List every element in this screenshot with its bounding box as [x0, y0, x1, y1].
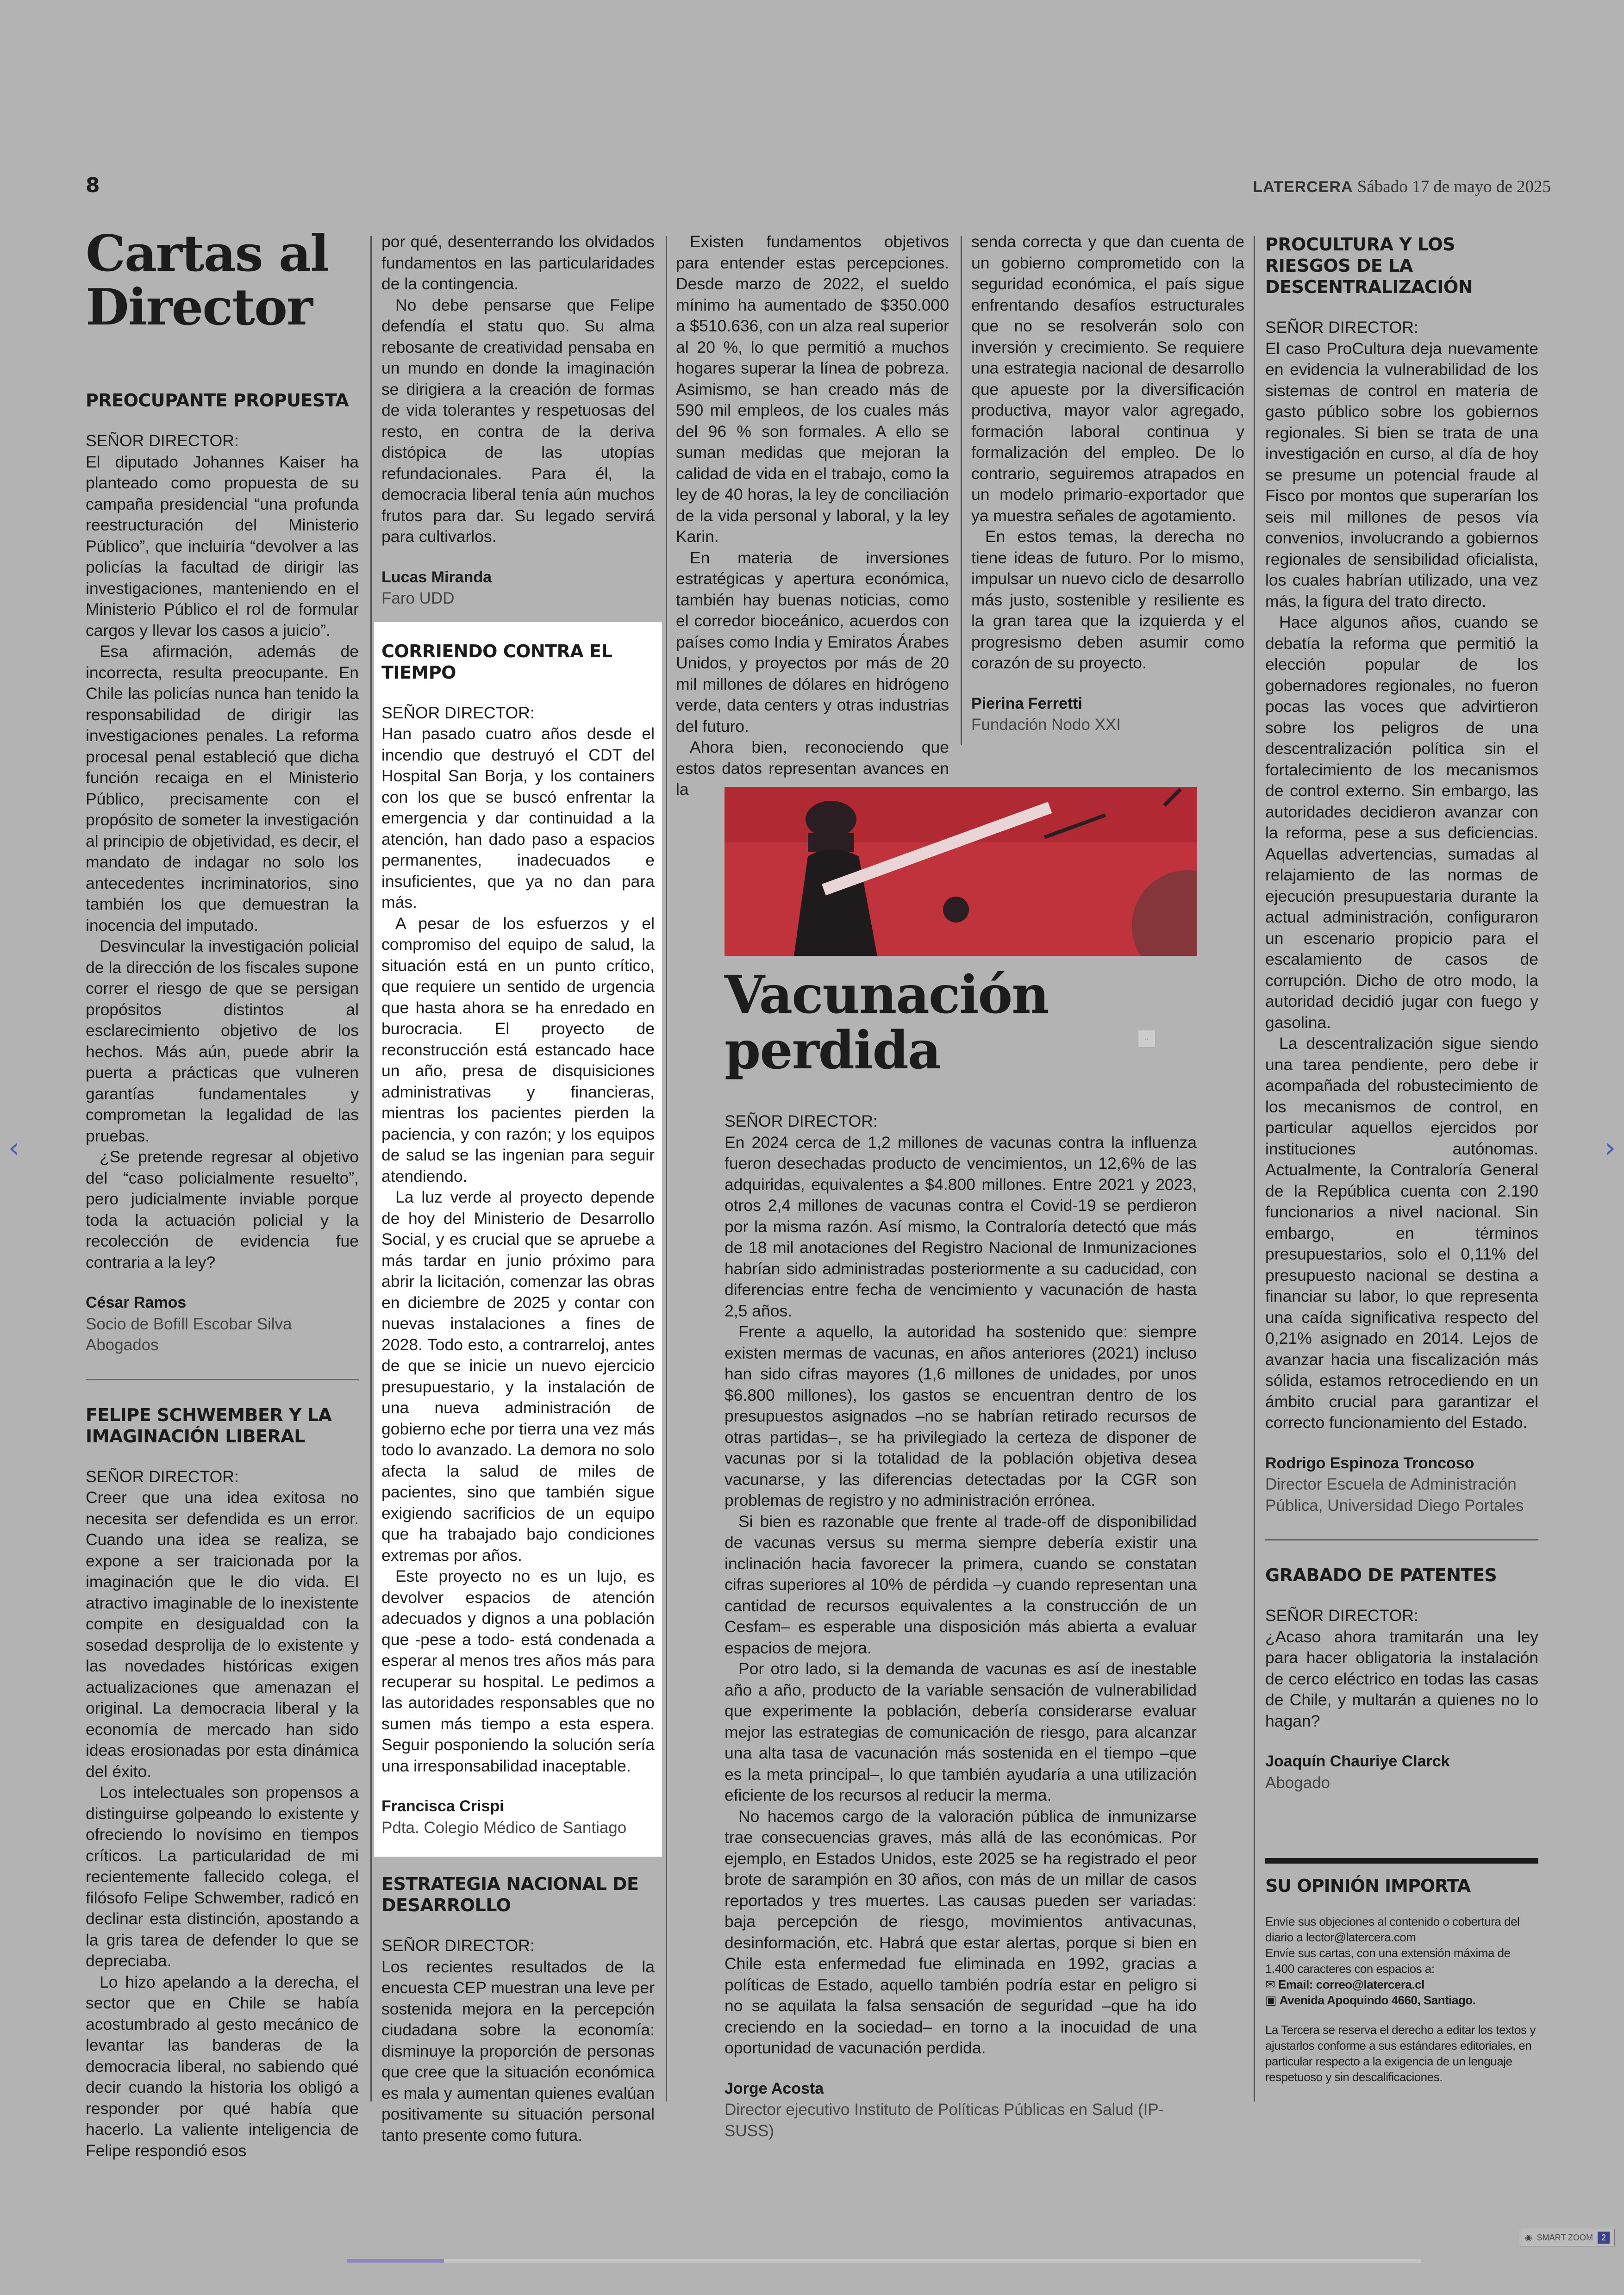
letter-affiliation: Faro UDD — [381, 589, 455, 607]
letter-author: Joaquín Chauriye Clarck — [1265, 1752, 1450, 1770]
letter-paragraph: Este proyecto no es un lujo, es devolver espacios de atención adecuados y dignos a una población que -pese a todo- está condenada a esperar al menos tres años más para recuperar su hospital. Le pedimos a las autoridades responsables que no sumen más tiempo a esta espera. Seguir posponiendo la solución sería una irresponsabilidad inaceptable. — [381, 1567, 655, 1775]
letter-paragraph: La descentralización sigue siendo una tarea pendiente, pero debe ir acompañada del robustecimiento de los mecanismos de control, en particular aquellos ejercidos por instituciones autónomas. Actualmente, la Contraloría General de la República cuenta con 2.190 funcionarios a nivel nacional. Sin embargo, en términos presupuestarios, solo el 0,11% del presupuesto nacional se destina a financiar su labor, lo que representa una caída significativa respecto del 0,21% asignado en 2014. Lejos de avanzar hacia una fiscalización más sólida, estamos retrocediendo en un ámbito crucial para garantizar el correcto funcionamiento del Estado. — [1265, 1034, 1538, 1432]
letter-affiliation: Abogado — [1265, 1773, 1330, 1792]
letter-author: Lucas Miranda — [381, 568, 492, 586]
salutation: SEÑOR DIRECTOR: — [86, 1467, 239, 1486]
column-5 — [1265, 234, 1538, 2085]
letter-author: Jorge Acosta — [725, 2079, 824, 2097]
letter-author: Francisca Crispi — [381, 1797, 504, 1815]
column-2 — [381, 231, 655, 2146]
letter-affiliation: Pdta. Colegio Médico de Santiago — [381, 1818, 627, 1837]
page-number: 8 — [86, 174, 100, 197]
featured-letter-body — [725, 1111, 1197, 2141]
letter-paragraph: Los intelectuales son propensos a distinguirse golpeando lo existente y ofreciendo lo novísimo en tiempos críticos. La particularidad de mi recientemente fallecido colega, el filósofo Felipe Schwember, radicó en declinar esta distinción, apostando a la gris tarea de defender lo que se depreciaba. — [86, 1783, 359, 1970]
divider — [86, 1379, 359, 1380]
letter-paragraph: El diputado Johannes Kaiser ha planteado como propuesta de su campaña presidencial “una profunda reestructuración del Ministerio Público”, que incluiría “devolver a las policías la facultad de dirigir las investigaciones, manteniendo en el Ministerio Público el rol de formular cargos y llevar los casos a juicio”. — [86, 452, 359, 640]
column-rule — [370, 236, 372, 2102]
masthead — [1253, 177, 1551, 197]
divider — [1265, 1539, 1538, 1540]
letter-affiliation: Director ejecutivo Instituto de Políticas Públicas en Salud (IP-SUSS) — [725, 2101, 1164, 2140]
opinion-text: Envíe sus cartas, con una extensión máxima de 1.400 caracteres con espacios a: — [1265, 1946, 1511, 1976]
publication-date: Sábado 17 de mayo de 2025 — [1357, 177, 1551, 196]
letter-paragraph: La luz verde al proyecto depende de hoy del Ministerio de Desarrollo Social, y es crucial que se apruebe a más tardar en junio próximo para abrir la licitación, comenzar las obras en diciembre de 2025 y contar con nuevas instalaciones a fines de 2028. Todo esto, a contrarreloj, antes de que se inicie un nuevo ejercicio presupuestario, y la instalación de una nueva administración de gobierno eche por tierra una vez más todo lo avanzado. La demora no solo afecta la salud de miles de pacientes, sino que también sigue exigiendo sacrificios de un equipo que ha trabajado bajo condiciones extremas por años. — [381, 1188, 655, 1565]
salutation: SEÑOR DIRECTOR: — [381, 1936, 535, 1955]
letter-paragraph: El caso ProCultura deja nuevamente en evidencia la vulnerabilidad de los sistemas de control en materia de gasto público sobre los gobiernos regionales. Si bien se trata de una investigación en curso, al día de hoy se presume un potencial fraude al Fisco por montos que superarían los seis mil millones de pesos vía convenios, involucrando a gobiernos regionales de sensibilidad oficialista, los cuales habrían utilizado, una vez más, la figura del trato directo. — [1265, 339, 1538, 611]
image-icon: ▫ — [1138, 1030, 1156, 1048]
letter-paragraph: Desvincular la investigación policial de la dirección de los fiscales supone correr el riesgo de que se persigan propósitos distintos al esclarecimiento objetivo de los hechos. Más aún, puede abrir la puerta a prácticas que vulneren garantías fundamentales y comprometan la legalidad de las pruebas. — [86, 937, 359, 1145]
letter-affiliation: Socio de Bofill Escobar Silva Abogados — [86, 1315, 292, 1354]
letter-paragraph: por qué, desenterrando los olvidados fundamentos en las particularidades de la contingencia. — [381, 232, 655, 293]
section-title: Cartas al Director — [86, 225, 329, 337]
zoom-badge: 2 — [1598, 2232, 1610, 2244]
letter-headline: ESTRATEGIA NACIONAL DE DESARROLLO — [381, 1874, 639, 1915]
letter-paragraph: No hacemos cargo de la valoración pública de inmunizarse trae consecuencias graves, más allá de las económicas. Por ejemplo, en Estados Unidos, este 2025 se ha registrado el peor brote de sarampión en 30 años, con más de un millar de casos reportados y tres muertes. Las causas pueden ser variadas: baja percepción de riesgo, movimientos antivacunas, desinformación, etc. Habrá que estar alertas, porque si bien en Chile esta enfermedad fue eliminada en 1992, gracias a políticas de Estado, aquello también podría estar en peligro si no se aquilata la falsa sensación de seguridad –que ha ido creciendo en la sociedad– en torno a la inocuidad de una oportunidad de vacunación perdida. — [725, 1807, 1197, 2057]
smart-zoom-button[interactable] — [1520, 2229, 1615, 2246]
illustration-svg — [725, 787, 1197, 956]
eye-icon: ◉ — [1524, 2233, 1532, 2242]
next-page-button[interactable]: › — [1605, 1132, 1616, 1164]
column-4 — [971, 231, 1244, 736]
letter-paragraph: En estos temas, la derecha no tiene ideas de futuro. Por lo mismo, impulsar un nuevo ciclo de desarrollo más justo, sostenible y resiliente es la gran tarea que la izquierda y el progresismo deben asumir como corazón de su proyecto. — [971, 527, 1244, 672]
opinion-email[interactable]: ✉ Email: correo@latercera.cl — [1265, 1977, 1424, 1991]
letter-affiliation: Fundación Nodo XXI — [971, 716, 1121, 734]
opinion-text: Envíe sus objeciones al contenido o cobertura del diario a lector@latercera.com — [1265, 1914, 1520, 1944]
column-rule — [1254, 236, 1255, 2102]
column-3 — [676, 231, 949, 800]
letter-author: César Ramos — [86, 1294, 187, 1311]
featured-letter-title: Vacunación perdida — [725, 965, 1049, 1081]
letter-paragraph: senda correcta y que dan cuenta de un gobierno comprometido con la seguridad económica, el país sigue enfrentando desafíos estructurales que no se resolverán solo con inversión y crecimiento. Se requiere una estrategia nacional de desarrollo que apueste por la diversificación productiva, mayor valor agregado, formación laboral continua y formalización del empleo. De lo contrario, seguiremos atrapados en un modelo primario-exportador que ya muestra señales de agotamiento. — [971, 232, 1244, 525]
letter-headline: PREOCUPANTE PROPUESTA — [86, 390, 349, 411]
column-rule — [961, 236, 962, 745]
letter-paragraph: Esa afirmación, además de incorrecta, resulta preocupante. En Chile las policías nunca han tenido la responsabilidad de dirigir las investigaciones penales. La reforma procesal penal estableció que dicha función recaiga en el Ministerio Público, precisamente con el propósito de someter la investigación al principio de objetividad, es decir, el mandato de indagar no solo los antecedentes incriminatorios, sino también los que demuestran la inocencia del imputado. — [86, 642, 359, 935]
salutation: SEÑOR DIRECTOR: — [86, 431, 239, 450]
letter-paragraph: A pesar de los esfuerzos y el compromiso del equipo de salud, la situación está en un punto crítico, que requiere un sentido de urgencia que hasta ahora se ha enredado en burocracia. El proyecto de reconstrucción está estancado hace un año, presa de disquisiciones administrativas y financieras, mientras los pacientes pierden la paciencia, y con razón; y los equipos de salud se las ingenian para seguir atendiendo. — [381, 914, 655, 1185]
letter-paragraph: Hace algunos años, cuando se debatía la reforma que permitió la elección popular de los gobernadores regionales, no fueron pocas las voces que advirtieron sobre los peligros de una descentralización política sin el fortalecimiento de los mecanismos de control externo. Sin embargo, las autoridades decidieron avanzar con la reforma, pese a sus deficiencias. Aquellas advertencias, sumadas al relajamiento de las normas de ejecución presupuestaria durante la actual administración, configuraron un escenario propicio para el escalamiento de casos de corrupción. Dicho de otro modo, la autoridad decidió jugar con fuego y gasolina. — [1265, 613, 1538, 1032]
letter-paragraph: No debe pensarse que Felipe defendía el statu quo. Su alma rebosante de creatividad pensaba en un mundo en donde la imaginación se dirigiera a la creación de formas de vida tolerantes y respetuosas del resto, en contra de la deriva distópica de las utopías refundacionales. Para él, la democracia liberal tenía aún muchos frutos para dar. Su legado servirá para cultivarlos. — [381, 295, 655, 546]
letter-author: Rodrigo Espinoza Troncoso — [1265, 1454, 1474, 1472]
letter-paragraph: Si bien es razonable que frente al trade-off de disponibilidad de vacunas versus su merma siempre debería existir una inclinación hacia favorecer la primera, cuando se constatan cifras superiores al 10% de pérdida –y cuando representan una cantidad de recursos equivalentes a la construcción de un Cesfam– es esperable una disposición más abierta a evaluar espacios de mejora. — [725, 1512, 1197, 1657]
mail-icon: ✉ — [1265, 1977, 1279, 1991]
letter-paragraph: Los recientes resultados de la encuesta CEP muestran una leve per sostenida mejora en la percepción ciudadana sobre la economía: disminuye la proporción de personas que cree que la situación económica es mala y aumentan quienes evalúan positivamente su situación personal tanto presente como futura. — [381, 1957, 655, 2145]
letter-headline: PROCULTURA Y LOS RIESGOS DE LA DESCENTRALIZACIÓN — [1265, 234, 1473, 297]
page-progress-fill — [347, 2259, 444, 2263]
letter-headline: CORRIENDO CONTRA EL TIEMPO — [381, 641, 612, 683]
letter-paragraph: Ahora bien, reconociendo que estos datos representan avances en la — [676, 738, 949, 798]
letter-paragraph: ¿Acaso ahora tramitarán una ley para hacer obligatoria la instalación de cerco eléctrico en todas las casas de Chile, y multarán a quienes no lo hagan? — [1265, 1627, 1538, 1730]
letter-affiliation: Director Escuela de Administración Pública, Universidad Diego Portales — [1265, 1475, 1524, 1515]
letter-paragraph: Han pasado cuatro años desde el incendio que destruyó el CDT del Hospital San Borja, y los containers con los que se buscó enfrentar la emergencia y dar continuidad a la atención, han dado paso a espacios permanentes, inadecuados e insuficientes, que ya no dan para más. — [381, 724, 655, 911]
letter-paragraph: Por otro lado, si la demanda de vacunas es así de inestable año a año, producto de la variable sensación de vulnerabilidad que experimente la población, debería considerarse evaluar mejor las estrategias de comunicación de riesgo, para alcanzar una alta tasa de vacunación más sostenida en el tiempo –que es la meta principal–, lo que también ayudaría a una utilización eficiente de los recursos al reducir la merma. — [725, 1659, 1197, 1804]
letter-paragraph: Lo hizo apelando a la derecha, el sector que en Chile se había acostumbrado al gesto mecánico de levantar las banderas de la democracia liberal, no sabiendo qué decir cuando la historia los obligó a responder por qué había que hacerlo. La valiente inteligencia de Felipe respondió esos — [86, 1972, 359, 2160]
salutation: SEÑOR DIRECTOR: — [1265, 1606, 1418, 1625]
letter-paragraph: ¿Se pretende regresar al objetivo del “caso policialmente resuelto”, pero judicialmente inviable porque toda la actuación policial y la recolección de evidencia fue contraria a la ley? — [86, 1148, 359, 1272]
brand-name: LATERCERA — [1253, 178, 1353, 196]
smart-zoom-label: SMART ZOOM — [1537, 2233, 1593, 2242]
building-icon: ▣ — [1265, 1993, 1280, 2007]
salutation: SEÑOR DIRECTOR: — [381, 703, 535, 722]
letter-paragraph: Existen fundamentos objetivos para entender estas percepciones. Desde marzo de 2022, el sueldo mínimo ha aumentado de $350.000 a $510.636, con un alza real superior al 20 %, lo que permitió a muchos hogares superar la línea de pobreza. Asimismo, se han creado más de 590 mil empleos, de los cuales más del 96 % son formales. A ello se suman medidas que mejoran la calidad de vida en el trabajo, como la ley de 40 horas, la ley de conciliación de la vida personal y laboral, y la ley Karin. — [676, 232, 949, 546]
column-1 — [86, 227, 359, 2161]
newspaper-page — [69, 167, 1551, 2160]
highlighted-letter-box — [374, 622, 662, 1857]
letter-paragraph: En 2024 cerca de 1,2 millones de vacunas contra la influenza fueron desechadas producto de vencimientos, un 12,6% de las adquiridas, equivalentes a $4.800 millones. Entre 2021 y 2023, otros 2,4 millones de vacunas contra el Covid-19 se perdieron por la misma razón. Así mismo, la Contraloría detectó que más de 18 mil anotaciones del Registro Nacional de Inmunizaciones habrían sido administradas posteriormente a su caducidad, con diferencias entre fecha de vencimiento y vacunación de hasta 2,5 años. — [725, 1133, 1197, 1320]
letter-paragraph: Frente a aquello, la autoridad ha sostenido que: siempre existen mermas de vacunas, en años anteriores (2021) incluso han sido cifras mayores (1,6 millones de unidades, por unos $6.800 millones), los gastos se encuentran dentro de los presupuestos asignados –no se habrían retirado recursos de otras partidas–, se ha privilegiado la certeza de disponer de vacunas por si la totalidad de la población objetiva desea vacunarse, y las diferencias detectadas por la CGR son problemas de registro y no administración errónea. — [725, 1322, 1197, 1509]
letter-paragraph: En materia de inversiones estratégicas y apertura económica, también hay buenas noticias, como el corredor bioceánico, acuerdos con países como India y Emiratos Árabes Unidos, y proyectos por más de 20 mil millones de dólares en hidrógeno verde, data centers y otras industrias del futuro. — [676, 548, 949, 736]
letter-headline: GRABADO DE PATENTES — [1265, 1565, 1497, 1585]
opinion-box — [1265, 1858, 1538, 2085]
page-progress-bar[interactable] — [347, 2259, 1421, 2263]
column-rule — [666, 236, 667, 2102]
opinion-address: ▣ Avenida Apoquindo 4660, Santiago. — [1265, 1993, 1476, 2007]
opinion-headline: SU OPINIÓN IMPORTA — [1265, 1876, 1471, 1896]
letter-paragraph: Creer que una idea exitosa no necesita ser defendida es un error. Cuando una idea se realiza, se expone a ser traicionada por la imaginación que le dio vida. El atractivo imaginable de lo inexistente compite en desigualdad con la sosedad desprolija de lo existente y las novedades históricas exigen actualizaciones que amenazan el original. La democracia liberal y la economía de mercado han sido ideas erosionadas por esta dinámica del éxito. — [86, 1488, 359, 1781]
opinion-disclaimer: La Tercera se reserva el derecho a editar los textos y ajustarlos conforme a sus estándares editoriales, en particular respecto a la exigencia de un lenguaje respetuoso y sin descalificaciones. — [1265, 2022, 1536, 2084]
prev-page-button[interactable]: ‹ — [8, 1132, 19, 1164]
letter-headline: FELIPE SCHWEMBER Y LA IMAGINACIÓN LIBERAL — [86, 1404, 332, 1447]
vaccine-illustration — [725, 787, 1197, 956]
salutation: SEÑOR DIRECTOR: — [725, 1112, 878, 1130]
salutation: SEÑOR DIRECTOR: — [1265, 318, 1418, 337]
letter-author: Pierina Ferretti — [971, 694, 1082, 712]
